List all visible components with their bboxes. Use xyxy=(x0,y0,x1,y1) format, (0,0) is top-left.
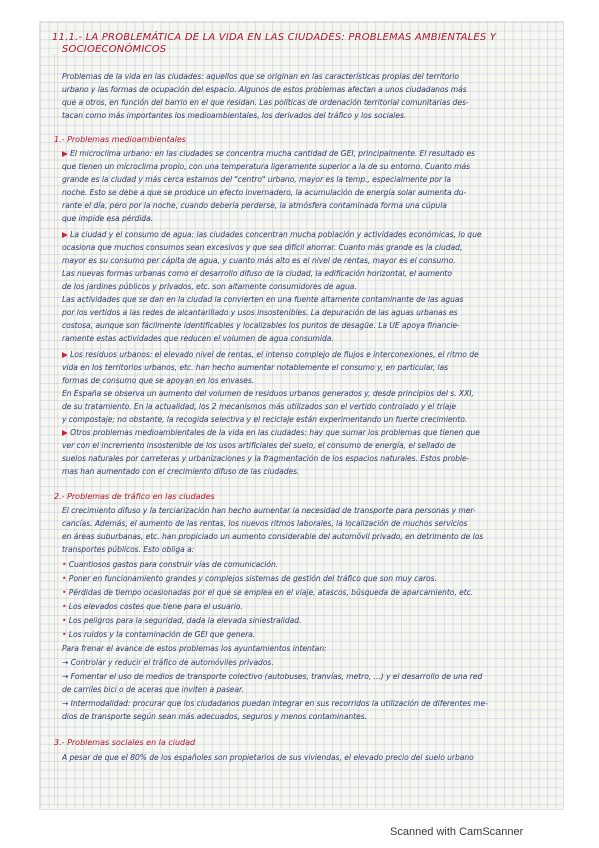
scanner-watermark: Scanned with CamScanner xyxy=(390,826,524,838)
text-line: noche. Esto se debe a que se produce un efecto invernadero, la acumulación de energía solar aumenta du- xyxy=(62,188,467,197)
text-line: mas han aumentado con el crecimiento difuso de las ciudades. xyxy=(62,467,300,476)
list-item: • Poner en funcionamiento grandes y complejos sistemas de gestión del tráfico que son muy caros. xyxy=(62,574,437,583)
text-line: formas de consumo que se apoyan en los envases. xyxy=(62,376,255,385)
arrow-bullet-icon: ▶ xyxy=(62,428,71,437)
list-item: • Los elevados costes que tiene para el usuario. xyxy=(62,602,243,611)
notebook-page xyxy=(40,22,563,809)
text-line: en áreas suburbanas, etc. han propiciado un aumento considerable del automóvil privado, en detrimento de los xyxy=(62,532,484,541)
text-line: por los vertidos a las redes de alcantarillado y usos insostenibles. La depuración de las aguas urbanas es xyxy=(62,308,458,317)
page-title-line-1: 11.1.- LA PROBLEMÁTICA DE LA VIDA EN LAS CIUDADES: PROBLEMAS AMBIENTALES Y xyxy=(52,32,497,43)
list-item: • Los peligros para la seguridad, dada la elevada siniestralidad. xyxy=(62,616,302,625)
text-line: Las nuevas formas urbanas como el desarrollo difuso de la ciudad, la edificación horizontal, el aumento xyxy=(62,269,452,278)
text-line: cancías. Además, el aumento de las rentas, los nuevos ritmos laborales, la localización de muchos servicios xyxy=(62,519,468,528)
text-line: suelos naturales por carreteras y urbanizaciones y la fragmentación de los espacios naturales. Estos proble- xyxy=(62,454,470,463)
list-item: → Fomentar el uso de medios de transporte colectivo (autobuses, tranvías, metro, ...) y el desarrollo de una red xyxy=(62,672,483,681)
section-heading: 1.- Problemas medioambientales xyxy=(54,135,186,144)
text-line: ▶ La ciudad y el consumo de agua: las ciudades concentran mucha población y actividades económicas, lo que xyxy=(62,230,482,239)
text-line: Las actividades que se dan en la ciudad la convierten en una fuente altamente contaminante de las aguas xyxy=(62,295,464,304)
dot-bullet-icon: • xyxy=(62,588,69,597)
list-item: → Intermodalidad: procurar que los ciudadanos puedan integrar en sus recorridos la utilización de diferentes me- xyxy=(62,699,488,708)
text-line: Problemas de la vida en las ciudades: aquellos que se originan en las características propias del territorio xyxy=(62,72,460,81)
text-line: ocasiona que muchos consumos sean excesivos y que sea difícil ahorrar. Cuanto más grande es la ciudad, xyxy=(62,243,463,252)
text-line: ▶ Los residuos urbanos: el elevado nivel de rentas, el intenso complejo de flujos e interconexiones, el ritmo de xyxy=(62,350,479,359)
page-margin xyxy=(54,54,55,804)
dot-bullet-icon: • xyxy=(62,602,69,611)
text-line: mayor es su consumo per cápita de agua, y cuanto más alto es el nivel de rentas, mayor es el consumo. xyxy=(62,256,456,265)
text-line: ver con el incremento insostenible de los usos artificiales del suelo, el consumo de energía, el sellado de xyxy=(62,441,456,450)
page-title-line-2: SOCIOECONÓMICOS xyxy=(62,44,167,55)
list-item: • Los ruidos y la contaminación de GEI que genera. xyxy=(62,630,256,639)
dot-bullet-icon: • xyxy=(62,630,69,639)
text-line: En España se observa un aumento del volumen de residuos urbanos generados y, desde principios del s. XXI, xyxy=(62,389,474,398)
text-line: que impide esa pérdida. xyxy=(62,214,154,223)
text-line: El crecimiento difuso y la terciarización han hecho aumentar la necesidad de transporte para personas y mer- xyxy=(62,506,476,515)
arrow-bullet-icon: ▶ xyxy=(62,230,71,239)
text-line: que tienen un microclima propio, con una temperatura ligeramente superior a la de su entorno. Cuanto más xyxy=(62,162,470,171)
text-line: A pesar de que el 80% de los españoles son propietarios de sus viviendas, el elevado precio del suelo urbano xyxy=(62,753,474,762)
dot-bullet-icon: • xyxy=(62,616,69,625)
arrow-bullet-icon: ▶ xyxy=(62,350,71,359)
text-line: de carriles bici o de aceras que inviten a pasear. xyxy=(62,685,244,694)
arrow-bullet-icon: ▶ xyxy=(62,149,71,158)
list-item: • Pérdidas de tiempo ocasionadas por el que se emplea en el viaje, atascos, búsqueda de aparcamiento, etc. xyxy=(62,588,474,597)
text-line: rante el día, pero por la noche, cuando debería perderse, la atmósfera contaminada forma una cúpula xyxy=(62,201,447,210)
text-line: de los jardines públicos y privados, etc. son altamente consumidores de agua. xyxy=(62,282,357,291)
text-line: y compostaje; no obstante, la recogida selectiva y el reciclaje están experimentando un fuerte crecimiento. xyxy=(62,415,468,424)
section-heading: 2.- Problemas de tráfico en las ciudades xyxy=(54,492,215,501)
text-line: de su tratamiento. En la actualidad, los 2 mecanismos más utilizados son el vertido controlado y el triaje xyxy=(62,402,457,411)
text-line: Para frenar el avance de estos problemas los ayuntamientos intentan: xyxy=(62,644,327,653)
text-line: ramente estas actividades que reducen el volumen de agua consumida. xyxy=(62,334,334,343)
text-line: que a otros, en función del barrio en el que residan. Las políticas de ordenación territorial comunitarias des- xyxy=(62,98,469,107)
text-line: transportes públicos. Esto obliga a: xyxy=(62,545,195,554)
section-heading: 3.- Problemas sociales en la ciudad xyxy=(54,738,196,747)
text-line: ▶ El microclima urbano: en las ciudades se concentra mucha cantidad de GEI, principalmente. El resultado es xyxy=(62,149,475,158)
text-line: grande es la ciudad y más cerca estamos del "centro" urbano, mayor es la temp., especialmente por la xyxy=(62,175,452,184)
text-line: dios de transporte según sean más adecuados, seguros y menos contaminantes. xyxy=(62,712,368,721)
dot-bullet-icon: • xyxy=(62,560,69,569)
text-line: tacan como más importantes los medioambientales, los derivados del tráfico y los sociales. xyxy=(62,111,407,120)
list-item: • Cuantiosos gastos para construir vías de comunicación. xyxy=(62,560,279,569)
text-line: vida en los territorios urbanos, etc. han hecho aumentar notablemente el consumo y, en particular, las xyxy=(62,363,449,372)
dot-bullet-icon: • xyxy=(62,574,69,583)
text-line: urbano y las formas de ocupación del espacio. Algunos de estos problemas afectan a unos ciudadanos más xyxy=(62,85,467,94)
text-line: ▶ Otros problemas medioambientales de la vida en las ciudades: hay que sumar los problemas que tienen que xyxy=(62,428,480,437)
text-line: costosa, aunque son fácilmente identificables y localizables los puntos de desagüe. La UE apoya financie- xyxy=(62,321,460,330)
list-item: → Controlar y reducir el tráfico de automóviles privados. xyxy=(62,658,274,667)
